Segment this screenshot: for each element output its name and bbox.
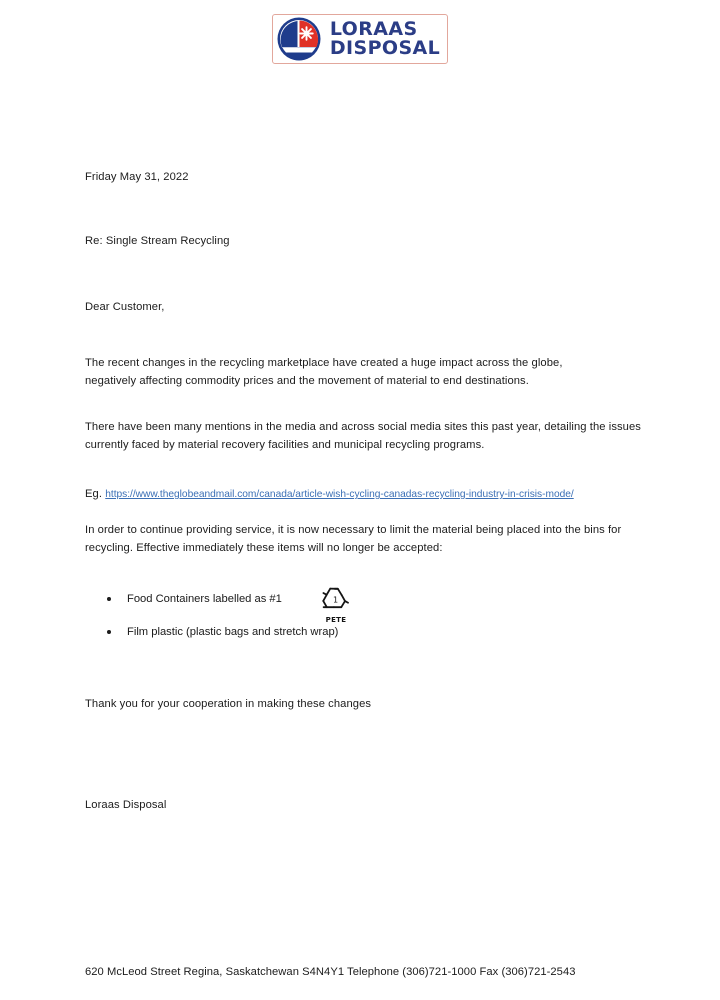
resin-code-number: 1 bbox=[333, 595, 339, 605]
logo-wordmark-line-1: LORAAS bbox=[329, 18, 418, 41]
excluded-items-list bbox=[85, 591, 485, 657]
letter-signoff: Loraas Disposal bbox=[85, 799, 167, 811]
letter-salutation: Dear Customer, bbox=[85, 301, 165, 313]
example-link-line bbox=[85, 485, 574, 504]
letter-date: Friday May 31, 2022 bbox=[85, 171, 189, 183]
list-item: Food Containers labelled as #1 bbox=[85, 591, 485, 608]
globe-and-mail-article-link[interactable]: https://www.theglobeandmail.com/canada/article-wish-cycling-canadas-recycling-industry-in-crisis-mode/ bbox=[105, 489, 574, 500]
letter-paragraph-1: The recent changes in the recycling marketplace have created a huge impact across the globe, negatively affecting commodity prices and the movement of material to end destinations. bbox=[85, 357, 563, 388]
letter-paragraph-3: In order to continue providing service, it is now necessary to limit the material being placed into the bins for recycling. Effective immediately these items will no longer be accepted: bbox=[85, 524, 622, 555]
list-item: Film plastic (plastic bags and stretch wrap) bbox=[85, 624, 485, 641]
loraas-circle-emblem-icon bbox=[276, 16, 322, 62]
logo-wordmark-line-2: DISPOSAL bbox=[329, 37, 441, 59]
letter-subject: Re: Single Stream Recycling bbox=[85, 235, 230, 247]
pete-recycling-mark bbox=[310, 583, 362, 624]
company-logo bbox=[270, 12, 450, 68]
logo-wordmark bbox=[328, 20, 440, 57]
letter-paragraph-2: There have been many mentions in the media and across social media sites this past year, detailing the issues currently faced by material recovery facilities and municipal recycling programs. bbox=[85, 421, 641, 452]
letter-closing: Thank you for your cooperation in making these changes bbox=[85, 698, 372, 710]
example-label: Eg. bbox=[85, 488, 103, 500]
footer-address: 620 McLeod Street Regina, Saskatchewan S4N4Y1 Telephone (306)721-1000 Fax (306)721-2543 bbox=[85, 966, 576, 978]
mobius-recycling-triangle-icon bbox=[319, 583, 353, 614]
letterhead bbox=[0, 12, 720, 68]
resin-code-label: PETE bbox=[325, 616, 347, 624]
